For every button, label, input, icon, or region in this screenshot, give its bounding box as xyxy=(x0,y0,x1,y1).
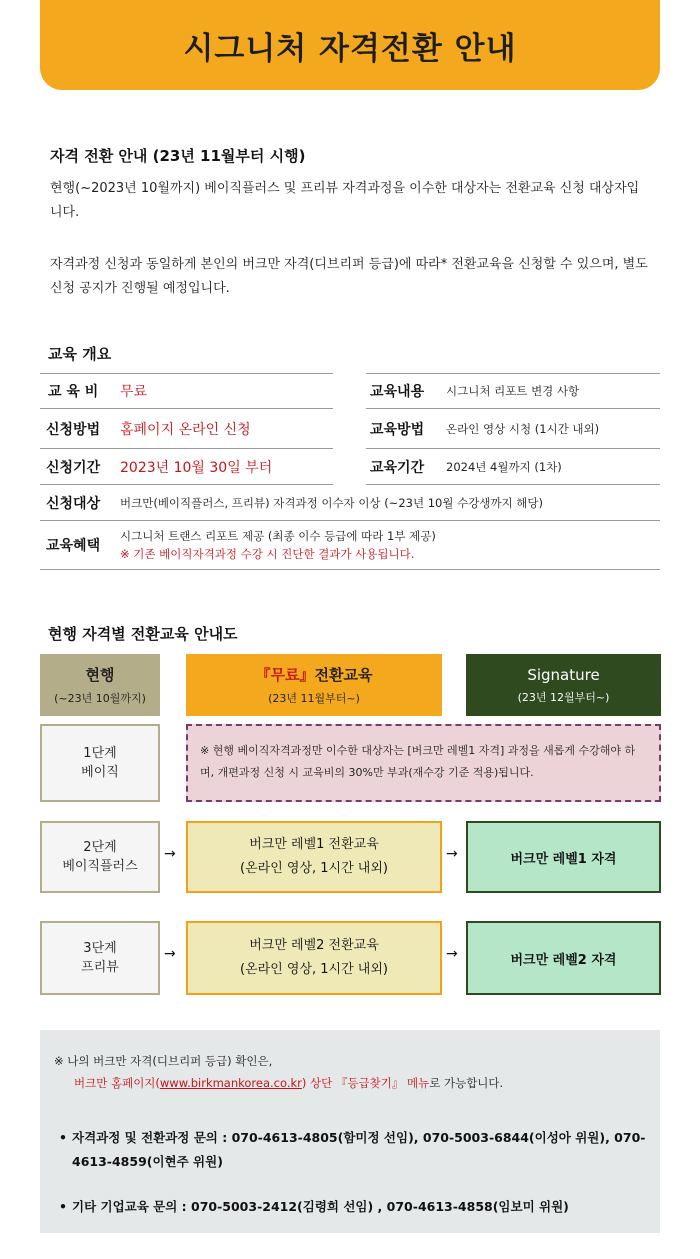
grade-finder-menu: ) 상단 『등급찾기』 메뉴 xyxy=(301,1076,430,1090)
overview-row-edu-period xyxy=(366,449,660,485)
contact-item-1 xyxy=(54,1126,649,1174)
notice-title: 자격 전환 안내 (23년 11월부터 시행) xyxy=(50,147,306,165)
stage1-box xyxy=(40,724,160,802)
overview-row-fee xyxy=(40,373,333,409)
stage3-course: 버크만 레벨2 전환교육 xyxy=(249,938,379,953)
grade-check-line1: ※ 나의 버크만 자격(디브리퍼 등급) 확인은, xyxy=(54,1054,273,1068)
notice-paragraph-1: 현행(~2023년 10월까지) 베이직플러스 및 프리뷰 자격과정을 이수한 대상자는 전환교육 신청 대상자입니다. xyxy=(50,181,640,220)
stage2-box xyxy=(40,821,160,893)
header-free-label-wrap xyxy=(256,664,373,685)
fee-label: 교 육 비 xyxy=(48,384,99,400)
header-free-tag: 『무료』 xyxy=(255,666,315,684)
overview-row-benefit xyxy=(40,521,660,570)
stage2-result: 버크만 레벨1 자격 xyxy=(510,851,617,867)
overview-row-apply-period xyxy=(40,449,333,485)
apply-period-label: 신청기간 xyxy=(46,459,101,476)
homepage-link[interactable]: www.birkmankorea.co.kr xyxy=(159,1076,302,1090)
edu-method-label: 교육방법 xyxy=(370,421,425,438)
overview-row-target xyxy=(40,485,660,521)
stage2-course-sub: (온라인 영상, 1시간 내외) xyxy=(240,861,388,876)
stage1-name: 베이직 xyxy=(81,765,119,780)
info-box xyxy=(40,1030,660,1233)
overview-row-apply-method xyxy=(40,409,333,449)
grade-check-line2 xyxy=(54,1072,503,1094)
stage2-arrow-2: → xyxy=(446,846,458,862)
benefit-note: ※ 기존 베이직자격과정 수강 시 진단한 결과가 사용됩니다. xyxy=(120,547,415,561)
header-free xyxy=(186,654,442,716)
edu-period-label: 교육기간 xyxy=(370,459,425,476)
overview-row-content xyxy=(366,373,660,409)
header-current-label: 현행 xyxy=(85,666,115,684)
homepage-prefix: 버크만 홈페이지( xyxy=(74,1076,160,1090)
stage2-result-box xyxy=(466,821,661,893)
apply-method-label: 신청방법 xyxy=(46,421,101,438)
stage3-level: 3단계 xyxy=(83,941,117,956)
notice-paragraph-2: 자격과정 신청과 동일하게 본인의 버크만 자격(디브리퍼 등급)에 따라* 전환교육을 신청할 수 있으며, 별도 신청 공지가 진행될 예정입니다. xyxy=(50,257,648,296)
stage1-level: 1단계 xyxy=(83,746,117,761)
header-free-label: 전환교육 xyxy=(314,666,373,684)
stage2-arrow-1: → xyxy=(164,846,176,862)
stage3-name: 프리뷰 xyxy=(81,960,119,975)
stage3-box xyxy=(40,921,160,995)
contact-item-2 xyxy=(54,1195,649,1219)
content-value: 시그니처 리포트 변경 사항 xyxy=(446,384,580,398)
apply-period-value: 2023년 10월 30일 부터 xyxy=(120,459,273,476)
benefit-value: 시그니처 트랜스 리포트 제공 (최종 이수 등급에 따라 1부 제공) xyxy=(120,529,436,543)
stage3-course-sub: (온라인 영상, 1시간 내외) xyxy=(240,962,388,977)
stage3-result: 버크만 레벨2 자격 xyxy=(510,952,617,968)
edu-method-value: 온라인 영상 시청 (1시간 내외) xyxy=(446,421,600,436)
apply-method-value: 홈페이지 온라인 신청 xyxy=(120,421,251,438)
stage1-note: ※ 현행 베이직자격과정만 이수한 대상자는 [버크만 레벨1 자격] 과정을 새롭게 수강해야 하며, 개편과정 신청 시 교육비의 30%만 부과(재수강 기준 적용)됩니다. xyxy=(186,724,661,802)
stage3-result-box xyxy=(466,921,661,995)
header-current-sub: (~23년 10월까지) xyxy=(54,692,146,705)
header-signature-sub: (23년 12월부터~) xyxy=(517,690,610,704)
stage3-arrow-1: → xyxy=(164,946,176,962)
grade-check-info xyxy=(54,1050,503,1094)
fee-value: 무료 xyxy=(120,384,148,400)
header-banner xyxy=(40,0,660,90)
grade-check-suffix: 로 가능합니다. xyxy=(429,1076,504,1090)
overview-row-edu-method xyxy=(366,409,660,449)
stage3-arrow-2: → xyxy=(446,946,458,962)
header-current xyxy=(40,654,160,716)
contact-text-1: 자격과정 및 전환과정 문의 : 070-4613-4805(함미정 선임), 070-5003-6844(이성아 위원), 070-4613-4859(이현주 위원) xyxy=(72,1130,646,1169)
guide-title: 현행 자격별 전환교육 안내도 xyxy=(48,625,238,643)
content-label: 교육내용 xyxy=(370,384,425,400)
header-signature xyxy=(466,654,661,716)
benefit-label: 교육혜택 xyxy=(46,538,101,554)
stage2-level: 2단계 xyxy=(83,840,117,855)
stage2-name: 베이직플러스 xyxy=(62,859,138,874)
target-label: 신청대상 xyxy=(46,495,101,512)
contact-text-2: 기타 기업교육 문의 : 070-5003-2412(김령희 선임) , 070-4613-4858(임보미 위원) xyxy=(72,1199,569,1214)
header-signature-label: Signature xyxy=(527,665,600,684)
target-value: 버크만(베이직플러스, 프리뷰) 자격과정 이수자 이상 (~23년 10월 수강생까지 해당) xyxy=(120,495,544,510)
stage2-course: 버크만 레벨1 전환교육 xyxy=(249,837,379,852)
edu-period-value: 2024년 4월까지 (1차) xyxy=(446,459,562,474)
stage2-course-box xyxy=(186,821,442,893)
stage3-course-box xyxy=(186,921,442,995)
bullet-dot: • xyxy=(59,1199,67,1214)
overview-title: 교육 개요 xyxy=(48,345,112,363)
bullet-dot: • xyxy=(59,1130,67,1145)
header-free-sub: (23년 11월부터~) xyxy=(268,692,360,705)
page-title: 시그니처 자격전환 안내 xyxy=(183,30,517,67)
